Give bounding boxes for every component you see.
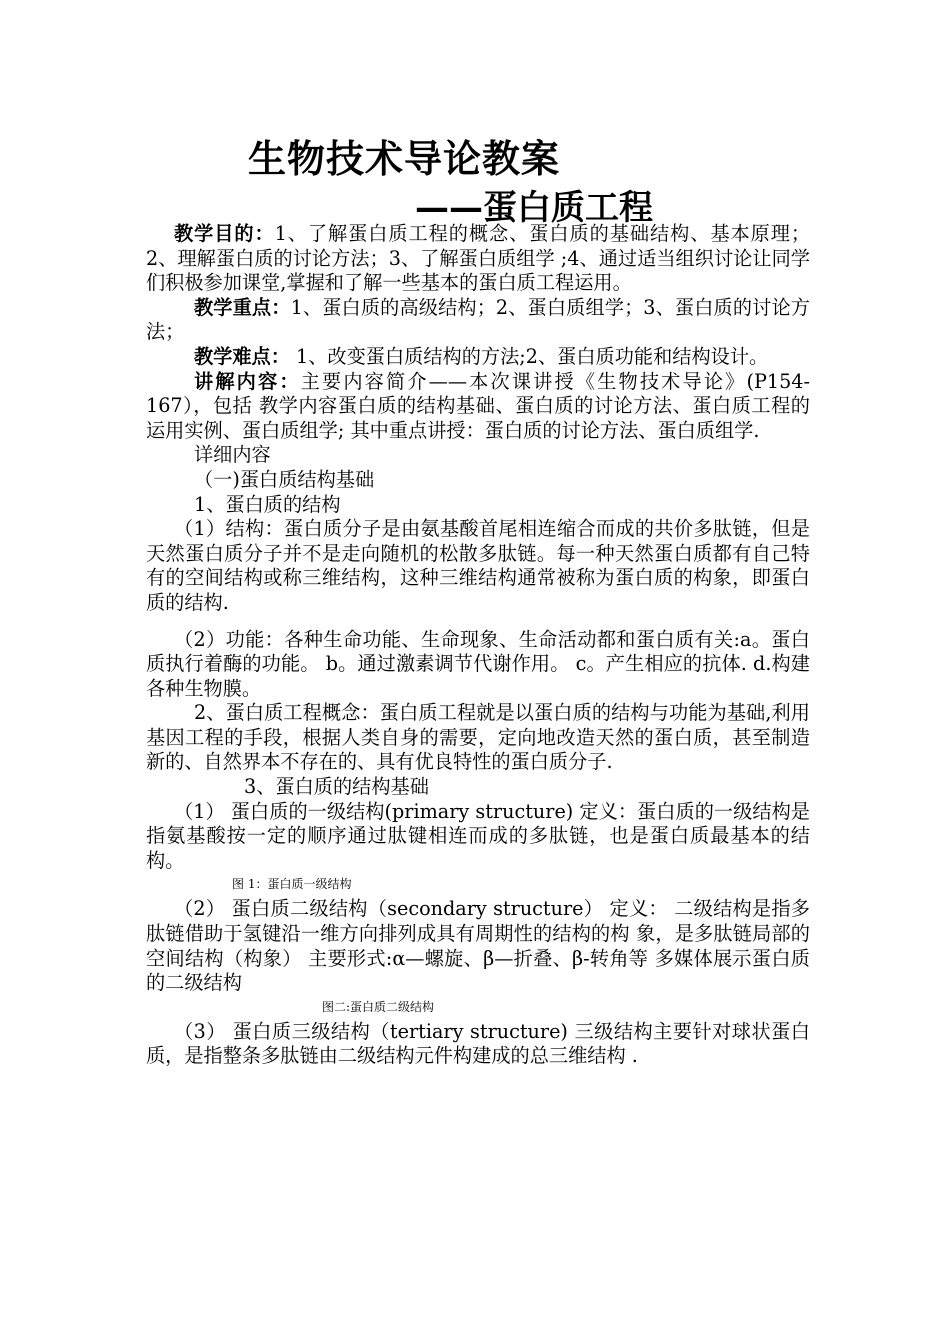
- figure1-caption: 图 1：蛋白质一级结构: [232, 877, 352, 892]
- difficulties-text: 1、改变蛋白质结构的方法;2、蛋白质功能和结构设计。: [289, 344, 769, 368]
- key-points-label: 教学重点：: [194, 295, 291, 319]
- objectives-label: 教学目的：: [174, 222, 275, 245]
- content-paragraph: [146, 370, 810, 444]
- figure2-caption: 图二:蛋白质二级结构: [322, 999, 435, 1014]
- page-title: 生物技术导论教案: [248, 137, 561, 181]
- structure-paragraph: （1）结构：蛋白质分子是由氨基酸首尾相连缩合而成的共价多肽链，但是天然蛋白质分子并不是走向随机的松散多肽链。每一种天然蛋白质都有自己特有的空间结构或称三维结构，这种三维结构通常被称为蛋白质的构象，即蛋白质的结构.: [146, 517, 810, 614]
- document-body: [146, 222, 810, 1069]
- objectives-text: 1、了解蛋白质工程的概念、蛋白质的基础结构、基本原理；2、理解蛋白质的讨论方法；3、了解蛋白质组学 ;4、通过适当组织讨论让同学们积极参加课堂,掌握和了解一些基本的蛋白质工程运用。: [146, 222, 811, 295]
- primary-structure-paragraph: （1） 蛋白质的一级结构(primary structure) 定义：蛋白质的一级结构是指氨基酸按一定的顺序通过肽键相连而成的多肽链，也是蛋白质最基本的结构。: [146, 799, 810, 872]
- key-points-paragraph: [146, 296, 810, 345]
- concept-paragraph: 2、蛋白质工程概念：蛋白质工程就是以蛋白质的结构与功能为基础,利用基因工程的手段，根据人类自身的需要，定向地改造天然的蛋白质，甚至制造新的、自然界本不存在的、具有优良特性的蛋白质分子.: [146, 701, 810, 774]
- details-heading: 详细内容: [194, 443, 271, 467]
- difficulties-label: 教学难点：: [194, 344, 290, 368]
- section1-heading: （一)蛋白质结构基础: [194, 467, 375, 491]
- tertiary-structure-paragraph: （3） 蛋白质三级结构（tertiary structure) 三级结构主要针对球状蛋白质，是指整条多肽链由二级结构元件构建成的总三维结构 .: [146, 1019, 810, 1068]
- key-points-text: 1、蛋白质的高级结构；2、蛋白质组学；3、蛋白质的讨论方法；: [146, 295, 810, 344]
- page-subtitle: ——蛋白质工程: [415, 188, 653, 228]
- content-label: 讲解内容：: [194, 369, 301, 393]
- content-text: 主要内容简介——本次课讲授《生物技术导论》(P154-167），包括 教学内容蛋白质的结构基础、蛋白质的讨论方法、蛋白质工程的运用实例、蛋白质组学; 其中重点讲授：蛋白质的讨论方法、蛋白质组学.: [146, 369, 810, 442]
- sub1-heading: 1、蛋白质的结构: [194, 492, 341, 516]
- difficulties-paragraph: [146, 345, 810, 370]
- sub3-heading: 3、蛋白质的结构基础: [244, 775, 429, 799]
- function-paragraph: （2）功能：各种生命功能、生命现象、生命活动都和蛋白质有关:a。蛋白质执行着酶的功能。 b。通过激素调节代谢作用。 c。产生相应的抗体. d.构建各种生物膜。: [146, 627, 810, 700]
- objectives-paragraph: [146, 222, 810, 296]
- secondary-structure-paragraph: （2） 蛋白质二级结构（secondary structure） 定义： 二级结构是指多肽链借助于氢键沿一维方向排列成具有周期性的结构的构 象，是多肽链局部的空间结构（构象） 主要形式:α—螺旋、β—折叠、β-转角等 多媒体展示蛋白质的二级结构: [146, 897, 810, 995]
